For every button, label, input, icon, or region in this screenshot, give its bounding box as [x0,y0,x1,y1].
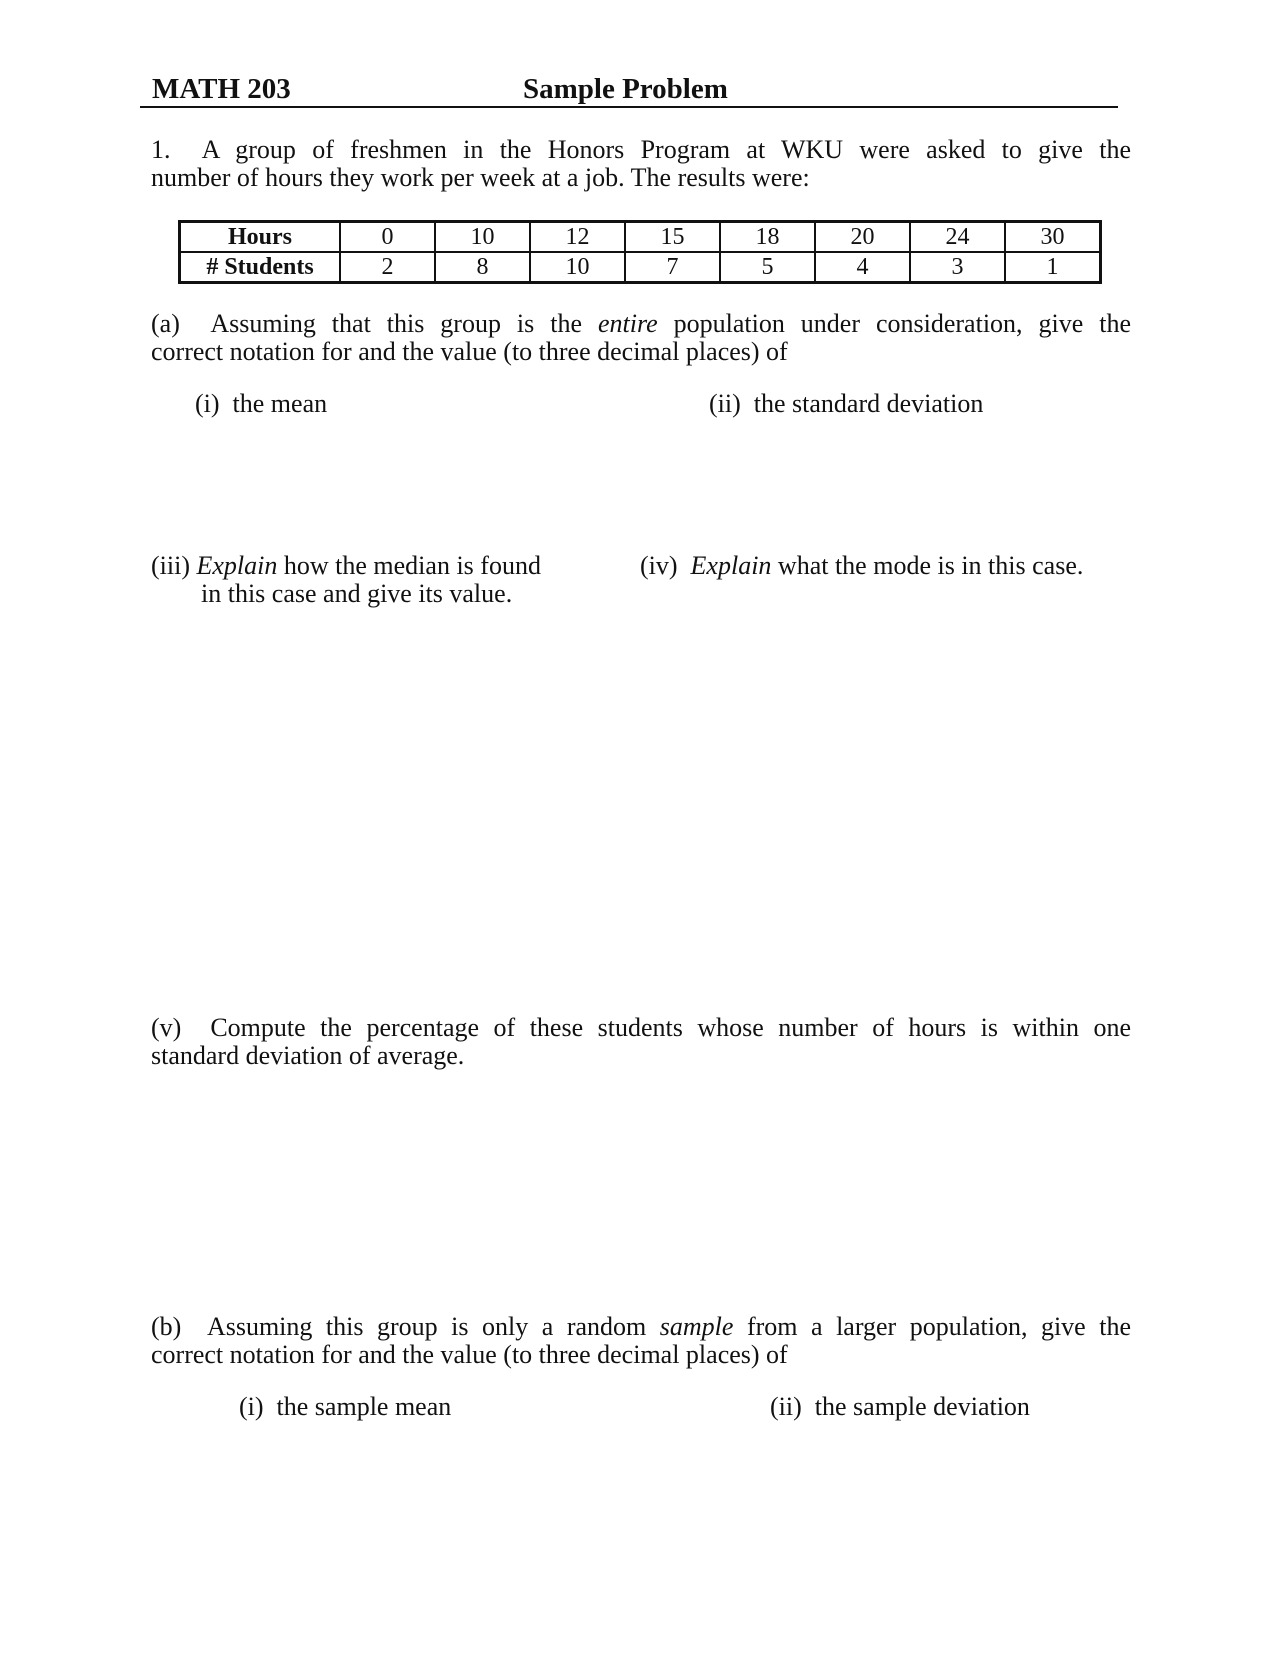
part-a-ii: (ii) the standard deviation [709,389,984,418]
table-cell: 20 [815,222,910,253]
hours-students-table [178,220,1102,284]
table-cell: 24 [910,222,1005,253]
problem-1-intro [151,136,1131,192]
part-a-iv: (iv) Explain what the mode is in this case. [640,551,1084,580]
table-cell: 10 [435,222,530,253]
table-cell: 2 [340,252,435,283]
intro-line-2: number of hours they work per week at a job. The results were: [151,163,810,192]
page-title: Sample Problem [523,73,728,105]
part-a-line-1: (a) Assuming that this group is the entire population under consideration, give the [151,309,1131,338]
table-cell: 18 [720,222,815,253]
intro-line-1: 1. A group of freshmen in the Honors Program at WKU were asked to give the [151,135,1131,164]
part-a-v-line-1: (v) Compute the percentage of these students whose number of hours is within one [151,1013,1131,1042]
table-cell: 8 [435,252,530,283]
part-b-i: (i) the sample mean [239,1392,452,1421]
table-cell: 7 [625,252,720,283]
table-row-students [180,252,1101,283]
table-cell: 15 [625,222,720,253]
problem-number: 1. [151,135,171,164]
table-cell: 12 [530,222,625,253]
part-a-iii: (iii) Explain how the median is found in this case and give its value. [151,551,541,608]
table-cell: 5 [720,252,815,283]
part-a-question [151,310,1131,366]
table-cell: 1 [1005,252,1101,283]
part-b-ii: (ii) the sample deviation [770,1392,1030,1421]
table-row-hours [180,222,1101,253]
header-rule [140,106,1118,108]
table-cell: 10 [530,252,625,283]
part-a-line-2: correct notation for and the value (to three decimal places) of [151,337,788,366]
row-header-hours: Hours [180,222,341,253]
part-b-line-1: (b) Assuming this group is only a random sample from a larger population, give the [151,1312,1131,1341]
row-header-students: # Students [180,252,341,283]
table-cell: 4 [815,252,910,283]
part-b-line-2: correct notation for and the value (to three decimal places) of [151,1340,788,1369]
course-title: MATH 203 [152,73,291,105]
table-cell: 3 [910,252,1005,283]
part-a-v-line-2: standard deviation of average. [151,1041,465,1070]
table-cell: 30 [1005,222,1101,253]
part-a-i: (i) the mean [195,389,328,418]
part-a-v [151,1014,1131,1070]
table-cell: 0 [340,222,435,253]
part-b-question [151,1313,1131,1369]
